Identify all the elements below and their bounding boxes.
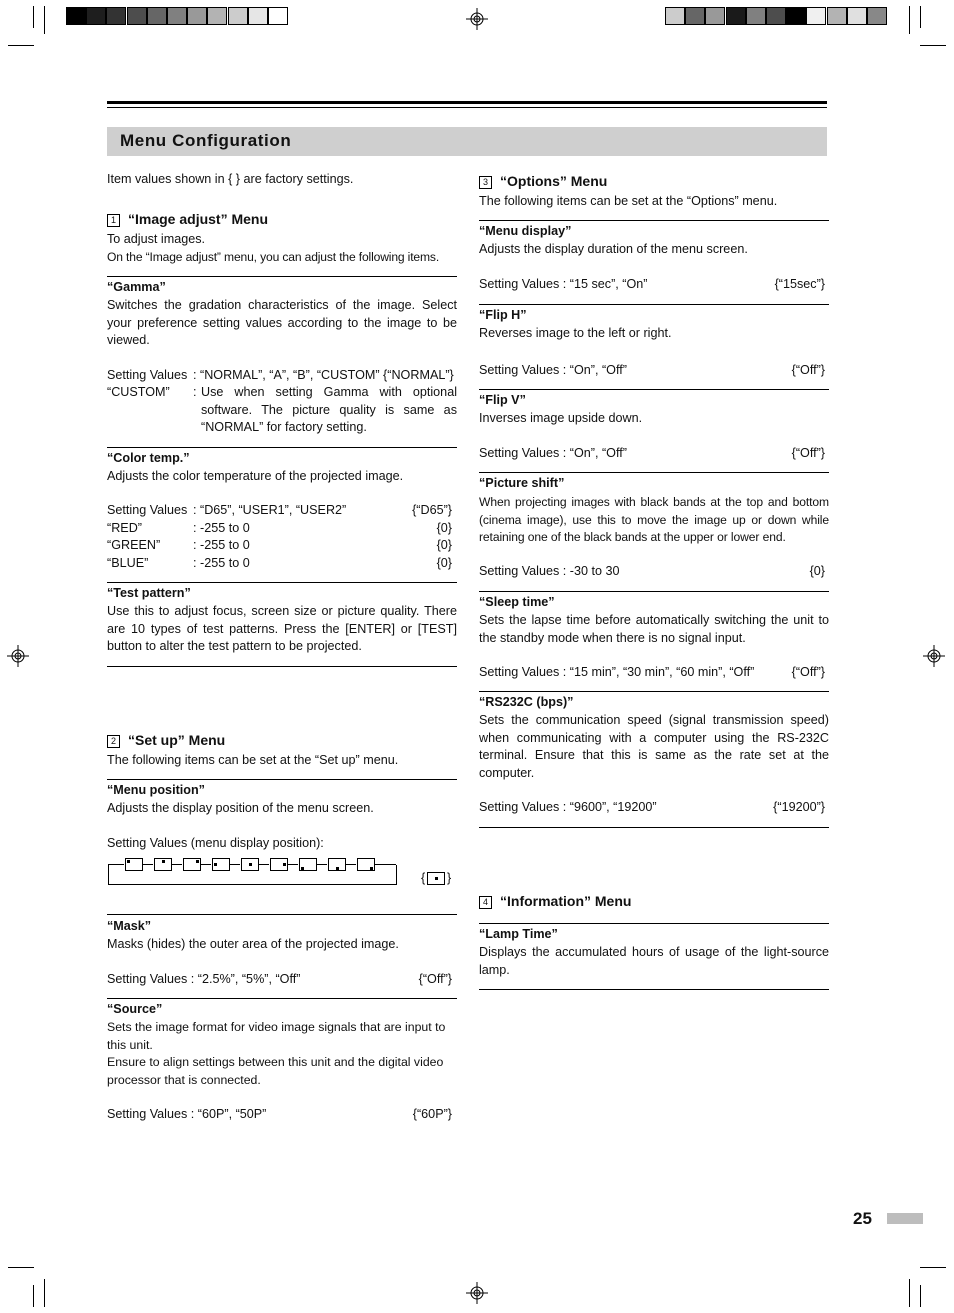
color-swatch [248,7,268,25]
menu-position-option-icon [241,858,259,871]
item-desc: Displays the accumulated hours of usage of the light-source lamp. [479,945,829,977]
color-swatch [127,7,147,25]
item-desc: Adjusts the display duration of the menu screen. [479,242,748,256]
setting-value: : -255 to 0 [193,538,250,552]
default-bracket: { [421,871,426,885]
color-swatch [228,7,248,25]
divider [479,923,829,924]
item-title: “Source” [107,1002,163,1016]
menu-position-option-icon [212,858,230,871]
color-swatch [847,7,867,25]
section-number: 2 [107,735,120,748]
header-rule [107,107,827,108]
section-title-bar [107,127,827,156]
divider [107,276,457,277]
divider [107,914,457,915]
item-desc: Use this to adjust focus, screen size or picture quality. There are 10 types of test patterns. Press the [ENTER] or [TEST] button to alter the test pattern to be projected. [107,604,457,653]
menu-position-center-icon [427,872,445,885]
default-value: {0} [436,538,452,552]
arrow-line [375,864,396,865]
arrow-line [108,864,124,865]
color-swatch [726,7,746,25]
setting-label: “RED” [107,520,142,535]
default-value: {“60P”} [412,1107,452,1121]
registration-mark-icon [7,645,29,667]
default-bracket: } [447,871,452,885]
setup-desc: The following items can be set at the “Set up” menu. [107,753,399,767]
registration-mark-icon [923,645,945,667]
color-swatch [746,7,766,25]
color-swatch [766,7,786,25]
default-value: {“Off”} [791,665,825,679]
default-value: {“Off”} [418,972,452,986]
divider [479,591,829,592]
color-swatch [147,7,167,25]
information-heading: 4 “Information” Menu [479,893,631,909]
setting-values-label: Setting Values [107,368,188,382]
item-title: “Mask” [107,919,152,933]
default-value: {“D65”} [412,503,452,517]
default-value: {“Off”} [791,446,825,460]
color-swatch [167,7,187,25]
item-desc: Sets the communication speed (signal transmission speed) when communicating with a computer using the RS-232C terminal. Ensure that this is same as the rate set at the computer. [479,713,829,780]
divider [107,779,457,780]
item-title: “Lamp Time” [479,927,558,941]
setting-values: : “NORMAL”, “A”, “B”, “CUSTOM” {“NORMAL”} [193,368,454,382]
item-desc: Masks (hides) the outer area of the projected image. [107,937,399,951]
intro-text: Item values shown in { } are factory settings. [107,172,354,186]
page-title: Menu Configuration [120,131,292,150]
item-title: “Menu position” [107,783,205,797]
item-title: “Color temp.” [107,451,190,465]
setting-desc: Use when setting Gamma with optional software. The picture quality is same as “NORMAL” for factory setting. [201,385,457,434]
setting-label: “BLUE” [107,555,149,570]
divider [479,472,829,473]
color-swatch [827,7,847,25]
color-swatch [786,7,806,25]
page-number-bar [887,1213,923,1224]
menu-position-option-icon [270,858,288,871]
setting-value: : -255 to 0 [193,520,250,535]
color-swatch [867,7,887,25]
item-desc: Reverses image to the left or right. [479,326,672,340]
default-value: {0} [809,564,825,578]
arrow-line [172,864,182,865]
color-swatch [665,7,685,25]
menu-position-option-icon [299,858,317,871]
setting-values: Setting Values : “15 min”, “30 min”, “60 min”, “Off” [479,665,755,679]
divider [107,447,457,448]
color-swatch [685,7,705,25]
image-adjust-desc: To adjust images. [107,232,206,246]
item-title: “Flip H” [479,308,527,322]
colon: : [193,385,197,399]
default-value: {“Off”} [791,363,825,377]
divider [107,666,457,667]
menu-position-option-icon [154,858,172,871]
item-title: “Gamma” [107,280,166,294]
item-title: “Flip V” [479,393,526,407]
image-adjust-desc: On the “Image adjust” menu, you can adjust the following items. [107,250,440,264]
arrow-line [230,864,240,865]
section-number: 3 [479,176,492,189]
color-swatch [66,7,86,25]
item-desc: Adjusts the color temperature of the projected image. [107,469,404,483]
divider [479,691,829,692]
item-title: “Test pattern” [107,586,191,600]
setting-value: : -255 to 0 [193,555,250,570]
item-desc: Adjusts the display position of the menu screen. [107,801,374,815]
setting-label: “GREEN” [107,538,161,552]
menu-position-option-icon [125,858,143,871]
setting-values: Setting Values : “2.5%”, “5%”, “Off” [107,972,301,986]
setting-values: Setting Values (menu display position): [107,836,324,850]
divider [479,304,829,305]
setting-values: Setting Values : -30 to 30 [479,564,620,578]
item-title: “Picture shift” [479,476,565,490]
color-swatch [187,7,207,25]
divider [107,582,457,583]
setting-value: : “D65”, “USER1”, “USER2” [193,503,347,517]
arrow-line [259,864,269,865]
item-desc: Sets the image format for video image signals that are input to this unit. [107,1020,446,1052]
divider [479,827,829,828]
color-swatch [705,7,725,25]
divider [479,389,829,390]
setting-values: Setting Values : “15 sec”, “On” [479,277,648,291]
color-swatch [207,7,227,25]
item-desc: Switches the gradation characteristics of the image. Select your preference setting values according to the image to be viewed. [107,298,457,347]
page-number: 25 [853,1209,872,1228]
arrow-line [317,864,327,865]
color-swatch [268,7,288,25]
color-swatch [86,7,106,25]
section-number: 4 [479,896,492,909]
default-value: {“15sec”} [774,277,825,291]
setting-label: “CUSTOM” [107,385,170,399]
default-value: {0} [436,520,452,535]
section-number: 1 [107,214,120,227]
header-rule [107,101,827,104]
setup-heading: 2 “Set up” Menu [107,732,225,748]
item-desc: When projecting images with black bands at the top and bottom (cinema image), use this to move the image up or down while retaining one of the black bands at the upper or lower end. [479,495,829,544]
item-desc: Ensure to align settings between this unit and the digital video processor that is connected. [107,1055,444,1087]
color-swatch [106,7,126,25]
item-desc: Sets the lapse time before automatically switching the unit to the standby mode when there is no signal input. [479,613,829,645]
divider [479,220,829,221]
arrow-line [288,864,298,865]
menu-position-option-icon [328,858,346,871]
default-value: {0} [436,555,452,570]
item-desc: Inverses image upside down. [479,411,643,425]
arrow-line [201,864,211,865]
registration-mark-icon [466,8,488,30]
divider [107,998,457,999]
setting-values: Setting Values : “On”, “Off” [479,363,627,377]
item-title: “RS232C (bps)” [479,695,574,709]
registration-mark-icon [466,1282,488,1304]
setting-values: Setting Values : “On”, “Off” [479,446,627,460]
menu-position-option-icon [183,858,201,871]
options-heading: 3 “Options” Menu [479,173,607,189]
arrow-line [346,864,356,865]
color-swatch [806,7,826,25]
menu-position-option-icon [357,858,375,871]
setting-label: Setting Values [107,503,188,517]
divider [479,989,829,990]
item-title: “Sleep time” [479,595,555,609]
item-title: “Menu display” [479,224,572,238]
options-desc: The following items can be set at the “Options” menu. [479,194,778,208]
arrow-line [143,864,153,865]
setting-values: Setting Values : “60P”, “50P” [107,1107,267,1121]
setting-values: Setting Values : “9600”, “19200” [479,800,657,814]
image-adjust-heading: 1 “Image adjust” Menu [107,211,268,227]
default-value: {“19200”} [773,800,825,814]
